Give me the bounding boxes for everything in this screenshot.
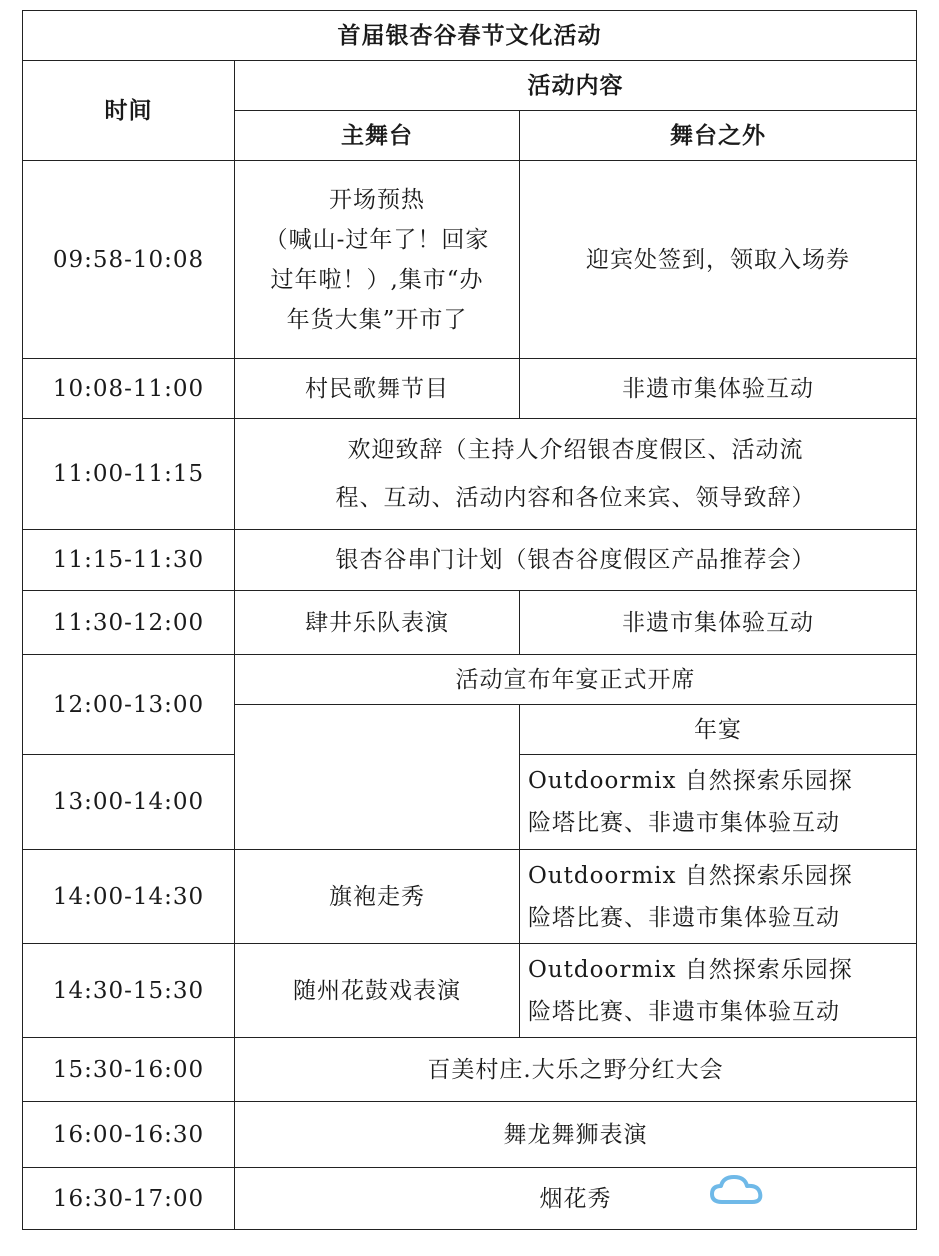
cell-line: Outdoormix 自然探索乐园探 [528, 862, 853, 889]
outside-stage-cell [520, 755, 917, 850]
cell-line: 欢迎致辞（主持人介绍银杏度假区、活动流 [347, 437, 804, 463]
table-row [23, 359, 917, 419]
header-outside-stage: 舞台之外 [520, 111, 917, 161]
header-row-1 [23, 61, 917, 111]
main-stage-cell: 旗袍走秀 [235, 850, 520, 944]
outside-stage-cell [520, 850, 917, 944]
time-cell: 10:08-11:00 [23, 359, 235, 419]
cell-line: 险塔比赛、非遗市集体验互动 [528, 904, 840, 931]
time-cell: 13:00-14:00 [23, 755, 235, 850]
merged-content-cell: 舞龙舞狮表演 [235, 1102, 917, 1168]
time-cell: 09:58-10:08 [23, 161, 235, 359]
cell-line: 程、互动、活动内容和各位来宾、领导致辞） [335, 485, 816, 511]
table-row [23, 591, 917, 655]
outside-stage-cell: 非遗市集体验互动 [520, 591, 917, 655]
time-cell: 16:30-17:00 [23, 1168, 235, 1230]
main-stage-cell [235, 705, 520, 850]
merged-content-cell: 银杏谷串门计划（银杏谷度假区产品推荐会） [235, 530, 917, 591]
table-row [23, 1102, 917, 1168]
table-title: 首届银杏谷春节文化活动 [23, 11, 917, 61]
table-row [23, 530, 917, 591]
header-time: 时间 [23, 61, 235, 161]
table-row [23, 419, 917, 530]
cell-line: 险塔比赛、非遗市集体验互动 [528, 810, 840, 836]
merged-content-cell: 活动宣布年宴正式开席 [235, 655, 917, 705]
merged-content-cell: 烟花秀 [235, 1168, 917, 1230]
header-main-stage: 主舞台 [235, 111, 520, 161]
time-cell: 11:15-11:30 [23, 530, 235, 591]
cell-line: Outdoormix 自然探索乐园探 [528, 768, 853, 794]
table-row [23, 944, 917, 1038]
main-stage-cell [235, 161, 520, 359]
outside-stage-cell: 迎宾处签到，领取入场券 [520, 161, 917, 359]
table-row [23, 161, 917, 359]
table-row [23, 655, 917, 705]
outside-stage-cell: 非遗市集体验互动 [520, 359, 917, 419]
title-row [23, 11, 917, 61]
merged-content-cell: 百美村庄.大乐之野分红大会 [235, 1038, 917, 1102]
cell-line: Outdoormix 自然探索乐园探 [528, 956, 853, 983]
main-stage-cell: 随州花鼓戏表演 [235, 944, 520, 1038]
table-row [23, 1038, 917, 1102]
outside-stage-cell: 年宴 [520, 705, 917, 755]
time-cell: 14:30-15:30 [23, 944, 235, 1038]
cell-line: 险塔比赛、非遗市集体验互动 [528, 998, 840, 1025]
cell-line: 过年啦！）,集市“办 [270, 266, 484, 293]
main-stage-cell: 肆井乐队表演 [235, 591, 520, 655]
table-row [23, 1168, 917, 1230]
time-cell: 11:00-11:15 [23, 419, 235, 530]
header-content: 活动内容 [235, 61, 917, 111]
schedule-table [22, 10, 917, 1230]
time-cell: 14:00-14:30 [23, 850, 235, 944]
cell-line: （喊山-过年了！回家 [264, 226, 490, 253]
merged-content-cell [235, 419, 917, 530]
time-cell: 11:30-12:00 [23, 591, 235, 655]
cell-line: 开场预热 [329, 186, 425, 213]
outside-stage-cell [520, 944, 917, 1038]
time-cell: 15:30-16:00 [23, 1038, 235, 1102]
main-stage-cell: 村民歌舞节目 [235, 359, 520, 419]
cloud-icon [708, 1172, 768, 1208]
table-row [23, 850, 917, 944]
time-cell: 16:00-16:30 [23, 1102, 235, 1168]
time-cell: 12:00-13:00 [23, 655, 235, 755]
cell-line: 年货大集”开市了 [286, 306, 468, 333]
